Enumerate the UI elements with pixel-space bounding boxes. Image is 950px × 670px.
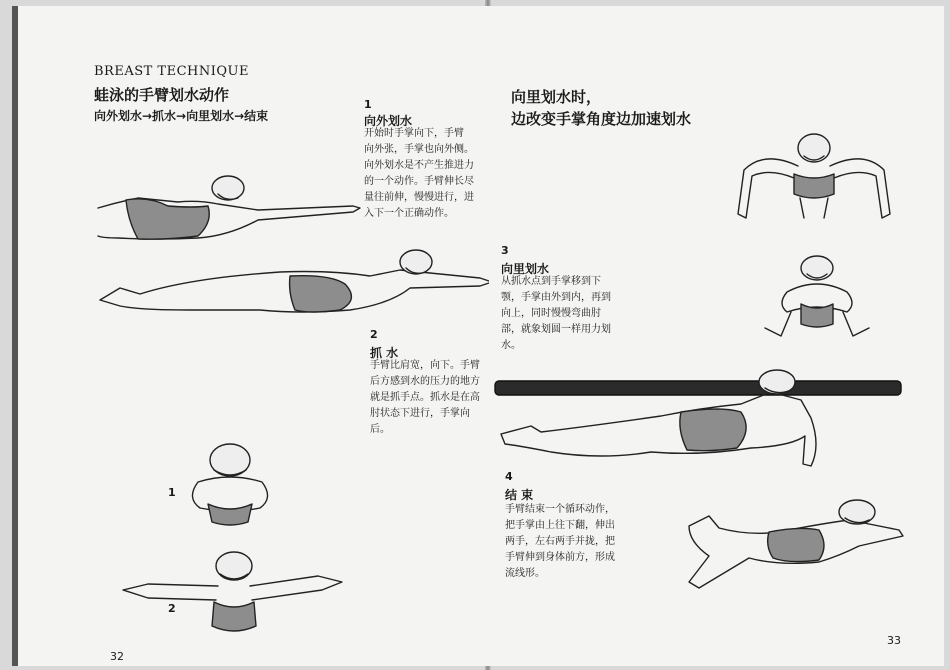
step-3-text: 从抓水点到手掌移到下 颚，手掌由外到内，再到 向上，同时慢慢弯曲肘 部，就象划圆一样用力划 水。 — [501, 276, 611, 351]
step-4-text: 手臂结束一个循环动作， 把手掌由上往下翻，伸出 两手，左右两手并拢，把 手臂伸到身体前方，形成 流线形。 — [505, 504, 615, 579]
step-1-title: 向外划水 — [364, 114, 413, 128]
step-4-number: 4 — [505, 470, 513, 483]
swimmer-top-insweep-icon — [734, 130, 894, 230]
step-4-title: 结 束 — [505, 488, 534, 502]
step-2-number: 2 — [370, 328, 378, 341]
page-title: 蛙泳的手臂划水动作 — [94, 86, 230, 104]
step-3-number: 3 — [501, 244, 509, 257]
step-3-title: 向里划水 — [501, 262, 550, 276]
figure-label-2: 2 — [168, 602, 176, 615]
stroke-sequence: 向外划水→抓水→向里划水→结束 — [94, 109, 269, 123]
swimmer-side-insweep-icon — [501, 356, 831, 476]
swimmer-side-finish-icon — [669, 496, 909, 596]
step-1-text: 开始时手掌向下，手臂 向外张，手掌也向外侧。 向外划水是不产生推进力 的一个动作。手臂伸长尽 量往前伸，慢慢进行，进 入下一个正确动作。 — [364, 128, 474, 219]
swimmer-top-recovery-icon — [757, 252, 877, 352]
swimmer-side-glide-icon — [98, 166, 368, 246]
page-number-right: 33 — [887, 634, 901, 647]
step-1-number: 1 — [364, 98, 372, 111]
step-2-text: 手臂比肩宽，向下。手臂 后方感到水的压力的地方 就是抓手点。抓水是在高 肘状态下进行，手掌向 后。 — [370, 360, 480, 435]
step-2-title: 抓 水 — [370, 346, 399, 360]
right-page-heading: 向里划水时， 边改变手掌角度边加速划水 — [511, 88, 692, 128]
right-page — [489, 6, 944, 666]
section-header: BREAST TECHNIQUE — [94, 64, 249, 79]
page-number-left: 32 — [110, 650, 124, 663]
swimmer-side-outsweep-icon — [100, 248, 493, 328]
left-page — [12, 6, 493, 666]
figure-label-1: 1 — [168, 486, 176, 499]
swimmer-front-outsweep-icon — [118, 546, 348, 646]
swimmer-front-catch-icon — [178, 442, 288, 532]
